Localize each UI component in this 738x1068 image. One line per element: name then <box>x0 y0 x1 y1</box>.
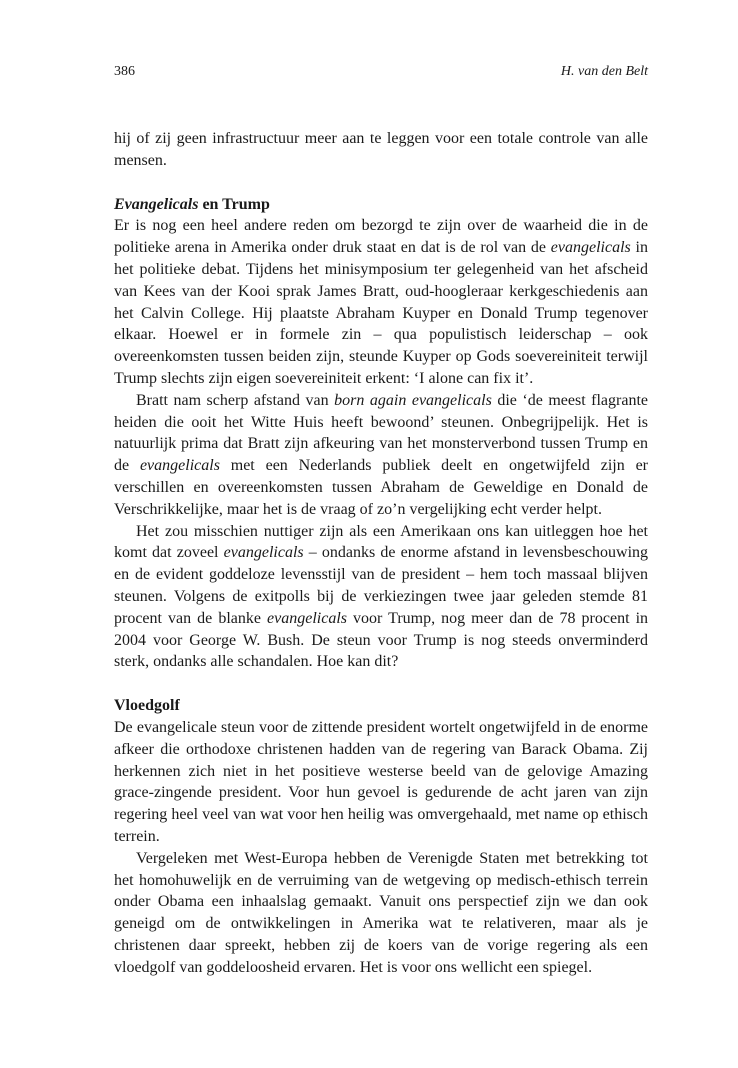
running-head: H. van den Belt <box>560 64 648 79</box>
paragraph: Het zou misschien nuttiger zijn als een Amerikaan ons kan uitleggen hoe het komt dat zoveel evangelicals – ondanks de enorme afstand in levensbeschouwing en de evident goddeloze levensstijl van de president – hem toch massaal blijven steunen. Volgens de exitpolls bij de verkiezingen twee jaar geleden stemde 81 procent van de blanke evangelicals voor Trump, nog meer dan de 78 procent in 2004 voor George W. Bush. De steun voor Trump is nog steeds onverminderd sterk, ondanks alle schandalen. Hoe kan dit? <box>114 522 649 671</box>
paragraph: Vergeleken met West-Europa hebben de Verenigde Staten met betrekking tot het homohuwelijk en de verruiming van de wetgeving op medisch-ethisch terrein onder Obama een inhaalslag gemaakt. Vanuit ons perspectief zijn we dan ook geneigd om de ontwikkelingen in Amerika wat te relativeren, maar als je christenen daar spreekt, hebben zij de koers van de vorige regering als een vloedgolf van goddeloosheid ervaren. Het is voor ons wellicht een spiegel. <box>114 849 648 976</box>
page-number: 386 <box>114 64 135 79</box>
page-header <box>114 64 648 84</box>
paragraph: Er is nog een heel andere reden om bezorgd te zijn over de waarheid die in de politieke arena in Amerika onder druk staat en dat is de rol van de evangelicals in het politieke debat. Tijdens het minisymposium ter gelegenheid van het afscheid van Kees van der Kooi sprak James Bratt, oud-hoogleraar kerkgeschiedenis aan het Calvin College. Hij plaatste Abraham Kuyper en Donald Trump tegenover elkaar. Hoewel er in formele zin – qua populistisch leiderschap – ook overeenkomsten tussen beiden zijn, steunde Kuyper op Gods soevereiniteit terwijl Trump slechts zijn eigen soevereiniteit erkent: ‘I alone can fix it’. <box>114 217 648 387</box>
section-gap <box>114 172 648 194</box>
section-heading-vloedgolf: Vloedgolf <box>114 697 180 715</box>
paragraph: De evangelicale steun voor de zittende president wortelt ongetwijfeld in de enorme afkeer die orthodoxe christenen hadden van de regering van Barack Obama. Zij herkennen zich niet in het positieve westerse beeld van de gelovige Amazing grace-zingende president. Voor hun gevoel is gedurende de acht jaren van zijn regering heel veel van wat voor hen heilig was omvergehaald, met name op ethisch terrein. <box>114 718 648 845</box>
section-gap <box>114 673 648 695</box>
intro-paragraph: hij of zij geen infrastructuur meer aan te leggen voor een totale controle van alle mensen. <box>114 130 648 169</box>
section-heading-evangelicals: Evangelicals en Trump <box>114 195 270 213</box>
page-body <box>114 128 648 978</box>
paragraph: Bratt nam scherp afstand van born again evangelicals die ‘de meest flagrante heiden die ooit het Witte Huis heeft bewoond’ steunen. Onbegrijpelijk. Het is natuurlijk prima dat Bratt zijn afkeuring van het monsterverbond tussen Trump en de evangelicals met een Nederlands publiek deelt en ongetwijfeld zijn er verschillen en overeenkomsten tussen Abraham de Geweldige en Donald de Verschrikkelijke, maar het is de vraag of zo’n vergelijking echt verder helpt. <box>114 391 649 518</box>
